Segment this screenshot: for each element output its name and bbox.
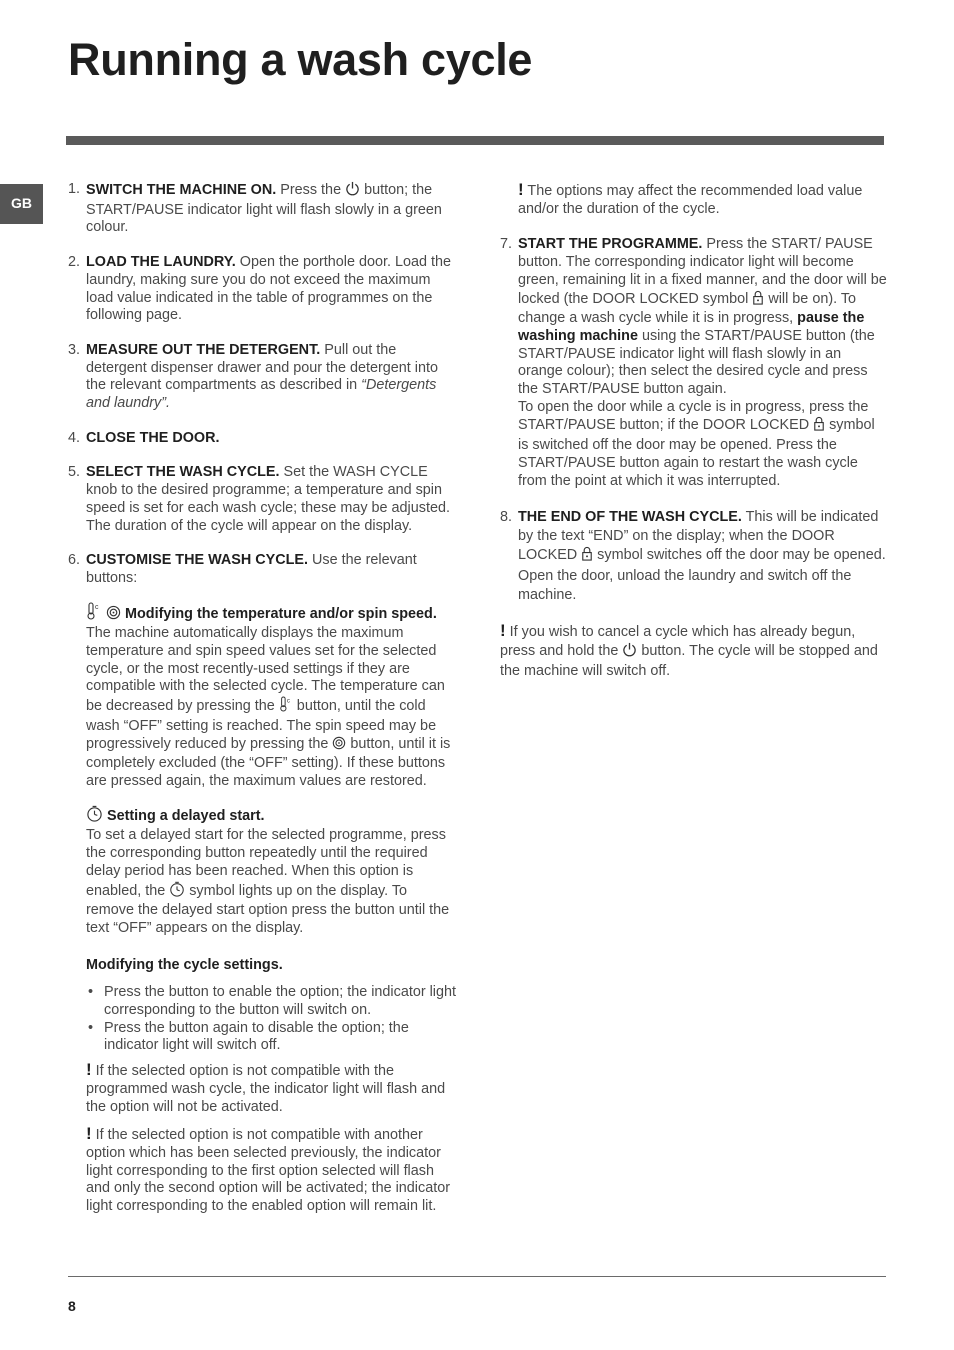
note-text: If you wish to cancel a cycle which has already begun, press and hold the [500, 624, 856, 659]
section-text: symbol lights up on the display. To remove the delayed start option press the button until the text “OFF” appears on the display. [86, 882, 450, 936]
temperature-icon [279, 696, 293, 718]
step-text: Press the START/ PAUSE button. The corresponding indicator light will become green, remaining lit in a fixed manner, and the door will be locked (the DOOR LOCKED symbol [518, 236, 887, 307]
step-text: Press the [276, 182, 346, 198]
warning-icon: ! [86, 1060, 92, 1080]
step-number: 8. [500, 509, 513, 526]
step-5 [68, 464, 456, 535]
header-rule [66, 136, 884, 145]
step-number: 1. [68, 181, 81, 197]
page-title: Running a wash cycle [68, 34, 533, 85]
section-heading: Setting a delayed start. [107, 807, 265, 824]
step-text: To open the door while a cycle is in progress, press the START/PAUSE button; if the DOOR LOCKED [518, 398, 869, 434]
section-text: button, until the cold wash “OFF” setting is reached. The spin speed may be progressively reduced by pressing the [86, 698, 437, 752]
section-text: button, until it is completely excluded (the “OFF” setting). If these buttons are pressed again, the maximum values are restored. [86, 735, 451, 789]
settings-bullet-list [68, 984, 456, 1055]
cancel-note [500, 622, 888, 680]
step-text: symbol is switched off the door may be opened. Press the START/PAUSE button again to restart the wash cycle from the point at which it was interrupted. [518, 417, 875, 489]
step-number: 6. [68, 552, 81, 569]
step-text: This will be indicated by the text “END” on the display; when the DOOR LOCKED [518, 509, 879, 564]
section-heading: Modifying the temperature and/or spin speed. [125, 605, 437, 622]
step-text: Pull out the detergent dispenser drawer and pour the detergent into the relevant compartments as described in [86, 341, 439, 394]
page-number: 8 [68, 1298, 76, 1314]
step-3 [68, 342, 456, 413]
warning-text: If the selected option is not compatible with the programmed wash cycle, the indicator light will flash and the option will not be activated. [86, 1063, 446, 1115]
section-heading: Modifying the cycle settings. [86, 956, 283, 973]
step-text: Open the porthole door. Load the laundry, making sure you do not exceed the maximum load value indicated in the table of programmes on the following page. [86, 254, 451, 324]
step-number: 4. [68, 429, 81, 446]
svg-text:c: c [286, 697, 290, 705]
delayed-start-section [68, 805, 456, 938]
step-number: 5. [68, 464, 81, 481]
step-emphasis: pause the washing machine [518, 310, 865, 344]
power-icon [622, 642, 637, 663]
door-lock-icon [752, 290, 764, 311]
note-text: The options may affect the recommended load value and/or the duration of the cycle. [518, 183, 863, 217]
step-heading: CUSTOMISE THE WASH CYCLE. [86, 552, 309, 569]
cycle-settings-section [68, 957, 456, 975]
power-icon [345, 181, 360, 202]
step-text: Use the relevant buttons: [86, 552, 417, 586]
step-heading: MEASURE OUT THE DETERGENT. [86, 341, 321, 358]
step-heading: SELECT THE WASH CYCLE. [86, 464, 280, 481]
step-heading: SWITCH THE MACHINE ON. [86, 182, 277, 198]
note-text: button. The cycle will be stopped and the machine will switch off. [500, 642, 878, 679]
left-column [68, 181, 456, 1216]
step-number: 7. [500, 236, 513, 253]
step-number: 3. [68, 341, 81, 358]
warning-text: If the selected option is not compatible with another option which has been selected previously, the indicator light corresponding to the first option selected will flash and only the second option will be activated; the indicator light corresponding to the enabled option will remain lit. [86, 1127, 450, 1215]
step-7 [500, 236, 888, 490]
step-text: Set the WASH CYCLE knob to the desired programme; a temperature and spin speed is set for each wash cycle; these may be adjusted. The duration of the cycle will appear on the display. [86, 464, 450, 534]
delay-timer-icon [169, 881, 185, 903]
step-number: 2. [68, 254, 81, 271]
door-lock-icon [813, 416, 825, 437]
step-heading: CLOSE THE DOOR. [86, 429, 220, 446]
step-text: button; the START/PAUSE indicator light will flash slowly in a green colour. [86, 182, 442, 236]
list-item: • Press the button again to disable the option; the indicator light will switch off. [68, 1020, 456, 1055]
language-tab: GB [0, 184, 43, 224]
svg-text:c: c [95, 603, 99, 611]
list-item: • Press the button to enable the option; the indicator light corresponding to the button will switch on. [68, 984, 456, 1019]
step-6 [68, 552, 456, 587]
warning-note [68, 1061, 456, 1116]
spin-icon [332, 736, 346, 756]
step-4 [68, 430, 456, 448]
step-text: symbol switches off the door may be opened. Open the door, unload the laundry and switch off the machine. [518, 547, 886, 604]
step-text: will be on). To change a wash cycle while it is in progress, [518, 290, 857, 327]
temperature-spin-section [68, 602, 456, 791]
delay-timer-icon [86, 805, 103, 828]
step-heading: START THE PROGRAMME. [518, 236, 703, 253]
step-1 [68, 181, 456, 237]
right-column [500, 181, 888, 680]
step-reference: “Detergents and laundry”. [86, 377, 437, 412]
door-lock-icon [581, 546, 593, 567]
options-note [500, 181, 888, 218]
step-8 [500, 508, 888, 605]
spin-icon [106, 605, 121, 626]
step-heading: LOAD THE LAUNDRY. [86, 254, 236, 271]
step-heading: THE END OF THE WASH CYCLE. [518, 509, 742, 526]
warning-note [68, 1125, 456, 1216]
section-text: To set a delayed start for the selected programme, press the corresponding button repeatedly until the required delay period has been reached. When this option is enabled, the [86, 827, 446, 899]
step-2 [68, 254, 456, 325]
warning-icon: ! [86, 1124, 92, 1144]
footer-rule [68, 1276, 886, 1277]
section-text: The machine automatically displays the maximum temperature and spin speed values set for the selected cycle, or the most recently-used settings if they are compatible with the selected cycle. The temperature can be decreased by pressing the [86, 625, 445, 715]
warning-icon: ! [500, 621, 506, 641]
temperature-icon [86, 602, 102, 626]
step-text: using the START/PAUSE button (the START/PAUSE indicator light will flash slowly in an orange colour); then select the desired cycle and press the START/PAUSE button again. [518, 327, 875, 398]
warning-icon: ! [518, 180, 524, 199]
